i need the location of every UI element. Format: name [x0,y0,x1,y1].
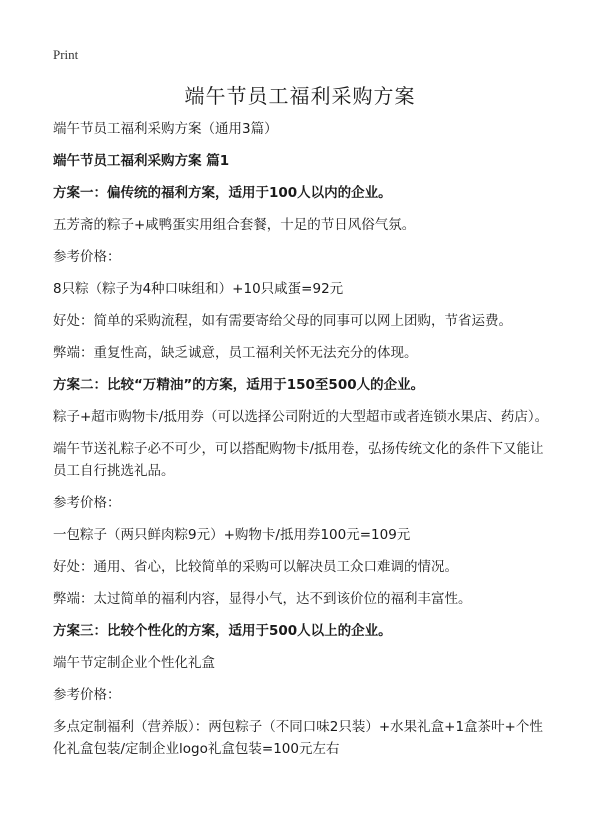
plan-two-cons: 弊端：太过简单的福利内容，显得小气，达不到该价位的福利丰富性。 [53,591,472,607]
plan-two-pros: 好处：通用、省心，比较简单的采购可以解决员工众口难调的情况。 [53,559,458,575]
plan-three-heading: 方案三：比较个性化的方案，适用于500人以上的企业。 [53,623,392,639]
plan-three-price-label: 参考价格： [53,687,121,703]
section-heading: 端午节员工福利采购方案 篇1 [53,153,230,169]
plan-two-description: 粽子+超市购物卡/抵用券（可以选择公司附近的大型超市或者连锁水果店、药店）。 [53,409,549,425]
plan-one-price-label: 参考价格： [53,249,121,265]
plan-two-heading: 方案二：比较“万精油”的方案，适用于150至500人的企业。 [53,377,425,393]
plan-three-description: 端午节定制企业个性化礼盒 [53,655,215,671]
plan-one-description: 五芳斋的粽子+咸鸭蛋实用组合套餐，十足的节日风俗气氛。 [53,217,416,233]
plan-one-cons: 弊端：重复性高，缺乏诚意，员工福利关怀无法充分的体现。 [53,345,418,361]
plan-two-price: 一包粽子（两只鲜肉粽9元）+购物卡/抵用券100元=109元 [53,527,411,543]
document-body [53,118,553,770]
plan-three-price: 多点定制福利（营养版）：两包粽子（不同口味2只装）+水果礼盒+1盒茶叶+个性化礼盒包装/定制企业logo礼盒包装=100元左右 [53,719,543,757]
plan-two-price-label: 参考价格： [53,495,121,511]
plan-one-price: 8只粽（粽子为4种口味组和）+10只咸蛋=92元 [53,281,344,297]
print-label: Print [53,47,79,62]
subtitle-line: 端午节员工福利采购方案（通用3篇） [53,121,278,137]
plan-one-heading: 方案一：偏传统的福利方案，适用于100人以内的企业。 [53,185,392,201]
plan-two-detail: 端午节送礼粽子必不可少，可以搭配购物卡/抵用卷，弘扬传统文化的条件下又能让员工自行挑选礼品。 [53,441,544,479]
document-title: 端午节员工福利采购方案 [184,84,416,108]
plan-one-pros: 好处：简单的采购流程，如有需要寄给父母的同事可以网上团购，节省运费。 [53,313,512,329]
